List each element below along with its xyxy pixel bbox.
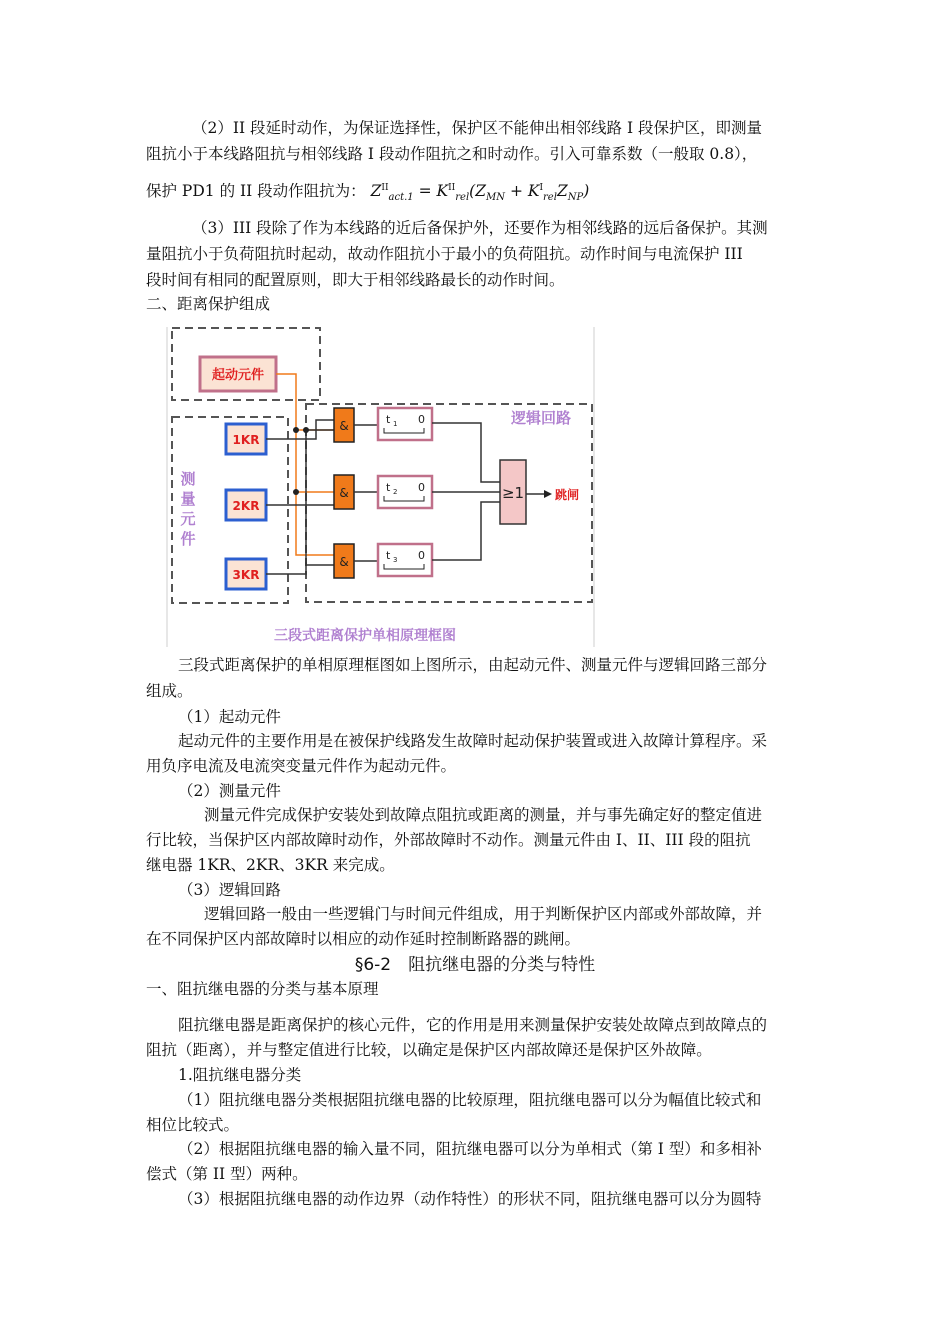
svg-text:0: 0 bbox=[418, 549, 425, 562]
paragraph-line: 逻辑回路一般由一些逻辑门与时间元件组成，用于判断保护区内部或外部故障，并 bbox=[204, 905, 763, 923]
svg-text:0: 0 bbox=[418, 413, 425, 426]
paragraph-line: 量阻抗小于负荷阻抗时起动，故动作阻抗小于最小的负荷阻抗。动作时间与电流保护 III bbox=[146, 245, 743, 263]
paragraph-line: 阻抗继电器是距离保护的核心元件，它的作用是用来测量保护安装处故障点到故障点的 bbox=[178, 1016, 768, 1034]
paragraph-line: 起动元件的主要作用是在被保护线路发生故障时起动保护装置或进入故障计算程序。采 bbox=[178, 732, 768, 750]
svg-text:0: 0 bbox=[418, 481, 425, 494]
svg-text:元: 元 bbox=[180, 510, 196, 528]
and-gate-2 bbox=[334, 475, 354, 509]
svg-text:件: 件 bbox=[180, 530, 196, 548]
item-title: （2）测量元件 bbox=[178, 782, 281, 800]
svg-text:2KR: 2KR bbox=[232, 499, 260, 513]
paragraph-line: 保护 PD1 的 II 段动作阻抗为： $Z^{II}_{act.1} = K^{II}_{rel}(Z_{MN} + K^I_{rel}Z_{NP})$ bbox=[146, 182, 590, 204]
paragraph-line: （2）根据阻抗继电器的输入量不同，阻抗继电器可以分为单相式（第 I 型）和多相补 bbox=[178, 1140, 762, 1158]
paragraph-line: 偿式（第 II 型）两种。 bbox=[146, 1165, 308, 1183]
paragraph-line: 三段式距离保护的单相原理框图如上图所示，由起动元件、测量元件与逻辑回路三部分 bbox=[178, 656, 768, 674]
distance-protection-diagram bbox=[166, 322, 596, 647]
svg-text:&: & bbox=[339, 486, 349, 500]
relay-3kr bbox=[226, 559, 266, 589]
paragraph-line: （3）根据阻抗继电器的动作边界（动作特性）的形状不同，阻抗继电器可以分为圆特 bbox=[178, 1190, 762, 1208]
and-gate-3 bbox=[334, 544, 354, 578]
paragraph-line: 行比较，当保护区内部故障时动作，外部故障时不动作。测量元件由 I、II、III 段的阻抗 bbox=[146, 831, 751, 849]
timer-3 bbox=[378, 544, 432, 576]
relay-2kr bbox=[226, 490, 266, 520]
logic-label: 逻辑回路 bbox=[510, 409, 572, 427]
setting-formula: $Z^{II}_{act.1} = K^{II}_{rel}(Z_{MN} + K^I_{rel}Z_{NP})$ bbox=[370, 182, 590, 204]
section-title: 一、阻抗继电器的分类与基本原理 bbox=[146, 980, 379, 998]
svg-text:t: t bbox=[386, 549, 391, 562]
svg-text:t: t bbox=[386, 481, 391, 494]
trip-label: 跳闸 bbox=[555, 488, 580, 502]
paragraph-line: 组成。 bbox=[146, 682, 193, 700]
paragraph-line: 阻抗（距离），并与整定值进行比较，以确定是保护区内部故障还是保护区外故障。 bbox=[146, 1041, 712, 1059]
svg-text:2: 2 bbox=[393, 488, 398, 496]
paragraph-line: （2）II 段延时动作，为保证选择性，保护区不能伸出相邻线路 I 段保护区，即测量 bbox=[192, 119, 763, 137]
paragraph-line: 阻抗小于本线路阻抗与相邻线路 I 段动作阻抗之和时动作。引入可靠系数（一般取 0.8）， bbox=[146, 145, 758, 163]
svg-text:≥1: ≥1 bbox=[501, 484, 525, 502]
subsection-title: 1.阻抗继电器分类 bbox=[178, 1066, 302, 1084]
svg-text:1: 1 bbox=[393, 420, 398, 428]
section-title: 二、距离保护组成 bbox=[146, 295, 271, 313]
relay-1kr bbox=[226, 424, 266, 454]
svg-text:&: & bbox=[339, 419, 349, 433]
svg-text:t: t bbox=[386, 413, 391, 426]
svg-text:3: 3 bbox=[393, 556, 398, 564]
timer-1 bbox=[378, 408, 432, 440]
paragraph-line: 用负序电流及电流突变量元件作为起动元件。 bbox=[146, 757, 457, 775]
and-gate-1 bbox=[334, 408, 354, 442]
paragraph-line: 相位比较式。 bbox=[146, 1116, 240, 1134]
section-heading: §6-2 阻抗继电器的分类与特性 bbox=[354, 955, 596, 975]
paragraph-line: 在不同保护区内部故障时以相应的动作延时控制断路器的跳闸。 bbox=[146, 930, 581, 948]
timer-2 bbox=[378, 476, 432, 508]
svg-text:测: 测 bbox=[180, 470, 196, 488]
item-title: （1）起动元件 bbox=[178, 708, 281, 726]
svg-text:&: & bbox=[339, 555, 349, 569]
svg-text:1KR: 1KR bbox=[232, 433, 260, 447]
paragraph-line: 段时间有相同的配置原则，即大于相邻线路最长的动作时间。 bbox=[146, 271, 565, 289]
paragraph-line: （3）III 段除了作为本线路的近后备保护外，还要作为相邻线路的远后备保护。其测 bbox=[192, 219, 768, 237]
paragraph-line: 测量元件完成保护安装处到故障点阻抗或距离的测量，并与事先确定好的整定值进 bbox=[204, 806, 763, 824]
paragraph-line: （1）阻抗继电器分类根据阻抗继电器的比较原理，阻抗继电器可以分为幅值比较式和 bbox=[178, 1091, 762, 1109]
paragraph-line: 继电器 1KR、2KR、3KR 来完成。 bbox=[146, 856, 395, 874]
svg-text:量: 量 bbox=[180, 490, 196, 508]
diagram-caption: 三段式距离保护单相原理框图 bbox=[274, 628, 456, 644]
start-element-label: 起动元件 bbox=[211, 368, 265, 383]
or-gate bbox=[500, 460, 526, 524]
svg-text:3KR: 3KR bbox=[232, 568, 260, 582]
item-title: （3）逻辑回路 bbox=[178, 881, 281, 899]
